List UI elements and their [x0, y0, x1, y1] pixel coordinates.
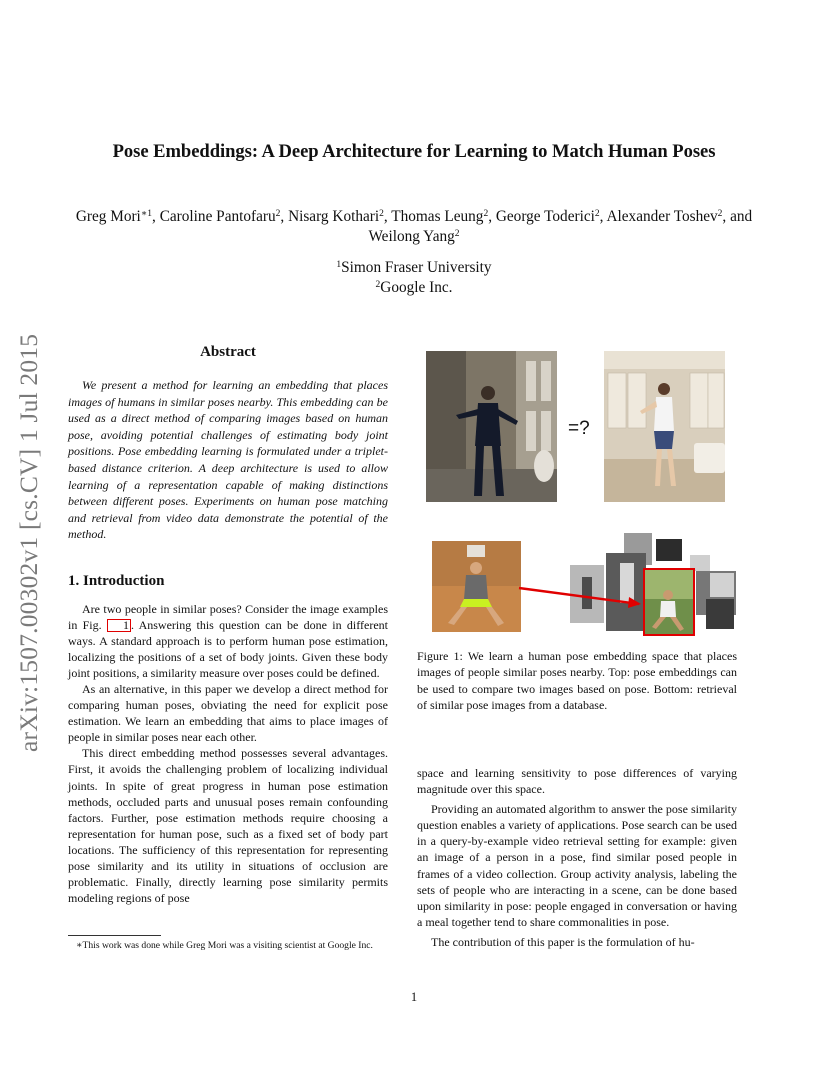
- retrieval-arrow-icon: [515, 583, 655, 613]
- affiliation: $^1$Simon Fraser University: [336, 259, 492, 276]
- footnote-rule: [68, 935, 161, 936]
- paragraph: This direct embedding method possesses several advantages. First, it avoids the challenging problem of localizing individual joints. In spite of great progress in human pose estimation methods, occluded parts and unusual poses remain confounding factors. Further, pose estimation methods require choosing a representation for human pose, such as a fixed set of body part locations. The sufficiency of this representation for representing pose similarity and its utility in situations of occlusion are problematic. Finally, directly learning pose similarity permits modeling regions of pose: [68, 746, 388, 905]
- paragraph: The contribution of this paper is the formulation of hu-: [431, 934, 695, 949]
- paragraph: Are two people in similar poses? Consider the image examples in Fig. 1 . Answering this question can be done in different ways. A standard approach is to perform human pose estimation, localizing the positions of a set of body joints. Given these body joint positions, a similarity measure over poses could be defined.: [68, 602, 389, 681]
- figure-photo-police: [426, 351, 557, 502]
- author: Nisarg Kothari$^2$: [288, 208, 384, 225]
- author: Weilong Yang$^2$: [368, 228, 460, 245]
- footnote: ∗This work was done while Greg Mori was a visiting scientist at Google Inc.: [76, 940, 373, 951]
- page-number: 1: [410, 990, 418, 1004]
- author: George Toderici$^2$: [495, 208, 600, 225]
- paragraph: As an alternative, in this paper we develop a direct method for comparing human poses, obviating the need for explicit pose estimation. We learn an embedding that aims to place images of people in similar poses near each other.: [68, 682, 388, 745]
- author: Greg Mori$^{∗1}$: [75, 208, 153, 225]
- abstract-text: We present a method for learning an embedding that places images of humans in similar poses nearby. This embedding can be used as a direct method of comparing images based on human pose, avoiding potential challenges of estimating body joint positions. Pose embedding learning is formulated under a triplet-based distance criterion. A deep architecture is used to allow learning of a representation capable of making distinctions between different poses. Experiments on human pose matching and retrieval from video data demonstrate the potential of the method.: [68, 378, 388, 542]
- arxiv-identifier: arXiv:1507.00302v1 [cs.CV] 1 Jul 2015: [14, 333, 43, 752]
- right-column-body: [417, 765, 737, 950]
- comparison-symbol: =?: [568, 418, 590, 439]
- figure-reference-link[interactable]: 1: [107, 619, 131, 632]
- author-list: Greg Mori$^{∗1}$, Caroline Pantofaru$^2$, Nisarg Kothari$^2$, Thomas Leung$^2$, George Toderici$^2$, Alexander Toshev$^2$, and Weilong Yang$^2$: [75, 208, 753, 245]
- paragraph: space and learning sensitivity to pose differences of varying magnitude over this space.: [417, 766, 737, 797]
- paper-title: Pose Embeddings: A Deep Architecture for Learning to Match Human Poses: [112, 141, 716, 162]
- figure-caption: Figure 1: We learn a human pose embedding space that places images of people similar poses nearby. Top: pose embeddings can be used to compare two images based on pose. Bottom: retrieval of similar pose images from a database.: [417, 649, 737, 712]
- paragraph: Providing an automated algorithm to answer the pose similarity question enables a variety of applications. Pose search can be used in a query-by-example video retrieval setting for example: given an image of a person in a pose, find similar posed people in frames of a video collection. Group activity analysis, labeling the sets of people who are interacting in a scene, can be done based upon similarity in pose: people engaged in conversation or having a meal together tend to share commonalities in pose.: [417, 802, 737, 929]
- abstract-heading: Abstract: [200, 344, 256, 360]
- figure-photo-living-room: [604, 351, 725, 502]
- affiliations: [64, 258, 764, 298]
- author: Caroline Pantofaru$^2$: [159, 208, 281, 225]
- author: Thomas Leung$^2$: [391, 208, 489, 225]
- figure-photo-query-basketball: [432, 541, 521, 632]
- intro-body: [68, 601, 388, 906]
- section-heading: 1. Introduction: [68, 573, 165, 589]
- affiliation: $^2$Google Inc.: [375, 279, 453, 296]
- author: Alexander Toshev$^2$: [606, 208, 723, 225]
